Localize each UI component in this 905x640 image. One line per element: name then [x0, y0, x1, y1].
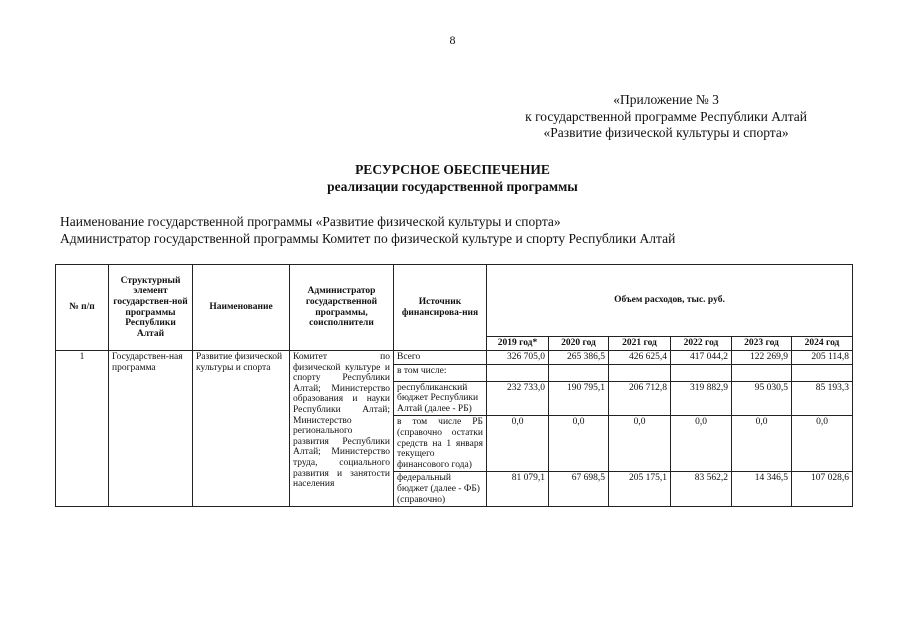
- value-cell: 205 175,1: [609, 472, 671, 507]
- value-cell: 206 712,8: [609, 381, 671, 416]
- administrator-first-word: Комитет: [293, 352, 328, 362]
- administrator-first-line: [293, 352, 390, 363]
- appendix-line-1: «Приложение № 3: [613, 92, 719, 107]
- value-cell: 85 193,3: [792, 381, 853, 416]
- title-line-2: реализации государственной программы: [327, 179, 578, 194]
- value-cell: 0,0: [609, 416, 671, 472]
- program-administrator: Администратор государственной программы Комитет по физической культуре и спорту Республики Алтай: [60, 231, 676, 246]
- value-cell: 0,0: [549, 416, 609, 472]
- value-cell: [549, 364, 609, 381]
- value-cell: 107 028,6: [792, 472, 853, 507]
- name-cell: Развитие физической культуры и спорта: [193, 351, 290, 507]
- header-year: 2022 год: [671, 337, 732, 351]
- value-cell: [487, 364, 549, 381]
- value-cell: 326 705,0: [487, 351, 549, 365]
- value-cell: 319 882,9: [671, 381, 732, 416]
- value-cell: 67 698,5: [549, 472, 609, 507]
- value-cell: 232 733,0: [487, 381, 549, 416]
- appendix-line-2: к государственной программе Республики Алтай: [525, 108, 807, 124]
- value-cell: 0,0: [792, 416, 853, 472]
- header-volume: Объем расходов, тыс. руб.: [487, 265, 853, 337]
- source-total: Всего: [394, 351, 487, 365]
- program-info: [60, 213, 675, 247]
- administrator-rest: физической культуре и спорту Республики Алтай; Министерство образования и науки Республики Алтай; Министерство регионального развития Республики Алтай; Министерство труда, социального развития и занятости населения: [293, 362, 390, 490]
- value-cell: 0,0: [671, 416, 732, 472]
- value-cell: 0,0: [487, 416, 549, 472]
- value-cell: 95 030,5: [732, 381, 792, 416]
- value-cell: 426 625,4: [609, 351, 671, 365]
- value-cell: 14 346,5: [732, 472, 792, 507]
- program-name: Наименование государственной программы «Развитие физической культуры и спорта»: [60, 214, 561, 229]
- header-year: 2024 год: [792, 337, 853, 351]
- value-cell: 417 044,2: [671, 351, 732, 365]
- header-name: Наименование: [193, 265, 290, 351]
- value-cell: 265 386,5: [549, 351, 609, 365]
- source-rb-balances: в том числе РБ (справочно остатки средств на 1 января текущего финансового года): [394, 416, 487, 472]
- table-row: [56, 351, 853, 365]
- title-line-1: РЕСУРСНОЕ ОБЕСПЕЧЕНИЕ: [355, 162, 550, 177]
- value-cell: 122 269,9: [732, 351, 792, 365]
- value-cell: [732, 364, 792, 381]
- value-cell: 81 079,1: [487, 472, 549, 507]
- administrator-cell: [290, 351, 394, 507]
- source-republican-budget: республиканский бюджет Республики Алтай (далее - РБ): [394, 381, 487, 416]
- header-year: 2019 год*: [487, 337, 549, 351]
- header-source: Источник финансирова-ния: [394, 265, 487, 351]
- structural-element-cell: Государствен-ная программа: [109, 351, 193, 507]
- page-number: 8: [449, 33, 456, 47]
- header-structural-element: Структурный элемент государствен-ной программы Республики Алтай: [109, 265, 193, 351]
- document-title: [0, 161, 905, 195]
- header-year: 2023 год: [732, 337, 792, 351]
- appendix-heading: [525, 92, 807, 142]
- appendix-line-3: «Развитие физической культуры и спорта»: [543, 125, 789, 140]
- value-cell: 83 562,2: [671, 472, 732, 507]
- header-year: 2020 год: [549, 337, 609, 351]
- header-num: № п/п: [56, 265, 109, 351]
- row-number: 1: [56, 351, 109, 507]
- header-administrator: Администратор государственной программы, соисполнители: [290, 265, 394, 351]
- value-cell: 190 795,1: [549, 381, 609, 416]
- value-cell: 0,0: [732, 416, 792, 472]
- value-cell: [609, 364, 671, 381]
- source-federal-budget: федеральный бюджет (далее - ФБ) (справочно): [394, 472, 487, 507]
- value-cell: [792, 364, 853, 381]
- value-cell: [671, 364, 732, 381]
- administrator-first-line-end: по: [380, 352, 390, 362]
- source-including: в том числе:: [394, 364, 487, 381]
- header-year: 2021 год: [609, 337, 671, 351]
- value-cell: 205 114,8: [792, 351, 853, 365]
- resource-table: [55, 264, 853, 507]
